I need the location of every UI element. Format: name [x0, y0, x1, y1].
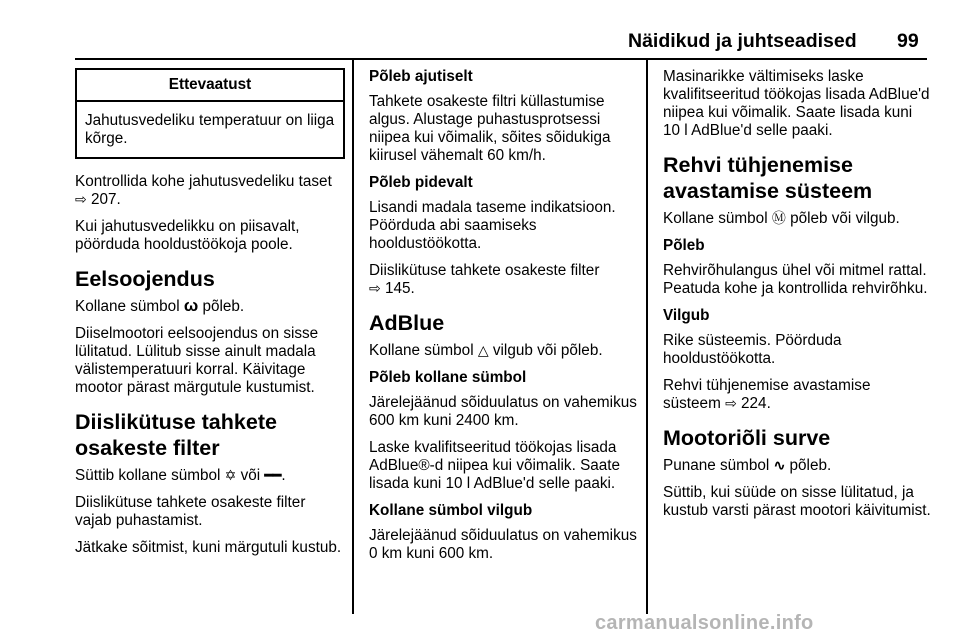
- header-rule: [75, 58, 927, 60]
- column-2: [369, 68, 637, 572]
- preheat-text: Diiselmootori eelsoojendus on sisse lülitatud. Lülitub sisse ainult madala välistemperatuuri korral. Käivitage mootor pärast märgutule kustumist.: [75, 325, 319, 396]
- column-1: [75, 68, 345, 566]
- tpms-reference: Rehvi tühjenemise avastamise süsteem ⇨ 224.: [663, 377, 871, 412]
- page-ref: 145.: [384, 280, 415, 297]
- heading-lit: Põleb: [663, 237, 705, 254]
- watermark: carmanualsonline.info: [595, 612, 814, 634]
- page-ref-arrow-icon: ⇨: [75, 191, 87, 207]
- heading-yellow-flashing: Kollane sümbol vilgub: [369, 502, 533, 519]
- adblue-continued-text: Masinarikke vältimiseks laske kvalifitseeritud töökojas lisada AdBlue'd niipea kui võimalik. Saate lisada kuni 10 l AdBlue'd selle paaki.: [663, 68, 930, 139]
- heading-lit-temporarily: Põleb ajutiselt: [369, 68, 473, 85]
- heading-dpf: Diislikütuse tahkete osakeste filter: [75, 410, 277, 460]
- page-number: 99: [897, 30, 919, 52]
- coolant-check-paragraph: Kontrollida kohe jahutusvedeliku taset ⇨ 207.: [75, 173, 332, 208]
- oil-text: Süttib, kui süüde on sisse lülitatud, ja kustub varsti pärast mootori käivitumist.: [663, 484, 931, 519]
- heading-yellow-lit: Põleb kollane sümbol: [369, 369, 527, 386]
- page-ref: 224.: [741, 395, 771, 412]
- caution-box: [75, 68, 345, 159]
- lit-text: Rehvirõhulangus ühel või mitmel rattal. Peatuda kohe ja kontrollida rehvirõhku.: [663, 262, 928, 297]
- adblue-symbol-line: Kollane sümbol △ vilgub või põleb.: [369, 342, 603, 359]
- column-3: [663, 68, 931, 529]
- column-divider-2: [646, 58, 648, 614]
- yellow-lit-text-1: Järelejäänud sõiduulatus on vahemikus 600 km kuni 2400 km.: [369, 394, 637, 429]
- heading-preheat: Eelsoojendus: [75, 267, 215, 291]
- heading-adblue: AdBlue: [369, 311, 445, 335]
- flashing-text: Rike süsteemis. Pöörduda hooldustöökotta.: [663, 332, 842, 367]
- lit-constantly-text: Lisandi madala taseme indikatsioon. Pöörduda abi saamiseks hooldustöökotta.: [369, 199, 616, 252]
- preheat-symbol-line: Kollane sümbol ω põleb.: [75, 296, 245, 315]
- heading-oil-pressure: Mootoriõli surve: [663, 426, 831, 450]
- tpms-symbol-line: Kollane sümbol Ⓜ põleb või vilgub.: [663, 210, 900, 227]
- dpf-text-2: Jätkake sõitmist, kuni märgutuli kustub.: [75, 539, 342, 556]
- heading-lit-constantly: Põleb pidevalt: [369, 174, 473, 191]
- tire-pressure-icon: Ⓜ: [771, 210, 786, 226]
- heading-flashing: Vilgub: [663, 307, 710, 324]
- caution-title: Ettevaatust: [77, 70, 343, 102]
- dpf-symbol-line: Süttib kollane sümbol ✡ või ━━.: [75, 467, 286, 484]
- page-ref-arrow-icon: ⇨: [369, 280, 381, 296]
- yellow-lit-text-2: Laske kvalifitseeritud töökojas lisada AdBlue®-d niipea kui võimalik. Saate lisada kuni 10 l AdBlue'd selle paaki.: [369, 439, 621, 492]
- oil-can-icon: ∿: [773, 457, 786, 473]
- lit-temporarily-text: Tahkete osakeste filtri küllastumise algus. Alustage puhastusprotsessi niipea kui võimalik, sõites sõidukiga kiirusel vähemalt 60 km/h.: [369, 93, 611, 164]
- page-ref-arrow-icon: ⇨: [725, 395, 737, 411]
- page-header: [0, 0, 960, 58]
- coolant-service-paragraph: Kui jahutusvedelikku on piisavalt, pöörduda hooldustöökoja poole.: [75, 218, 300, 253]
- preheat-coil-icon: ω: [183, 296, 199, 315]
- adblue-icon: △: [477, 342, 489, 358]
- caution-text: Jahutusvedeliku temperatuur on liiga kõrge.: [85, 112, 335, 147]
- page-ref: 207.: [90, 191, 121, 208]
- exhaust-pipe-icon: ━━: [264, 467, 282, 483]
- heading-tpms: Rehvi tühjenemise avastamise süsteem: [663, 153, 873, 203]
- particle-filter-icon: ✡: [224, 467, 237, 483]
- section-title: Näidikud ja juhtseadised: [628, 30, 857, 52]
- yellow-flashing-text: Järelejäänud sõiduulatus on vahemikus 0 km kuni 600 km.: [369, 527, 637, 562]
- dpf-reference: Diislikütuse tahkete osakeste filter ⇨ 145.: [369, 262, 600, 297]
- column-divider-1: [352, 58, 354, 614]
- oil-symbol-line: Punane sümbol ∿ põleb.: [663, 457, 832, 474]
- dpf-text-1: Diislikütuse tahkete osakeste filter vajab puhastamist.: [75, 494, 306, 529]
